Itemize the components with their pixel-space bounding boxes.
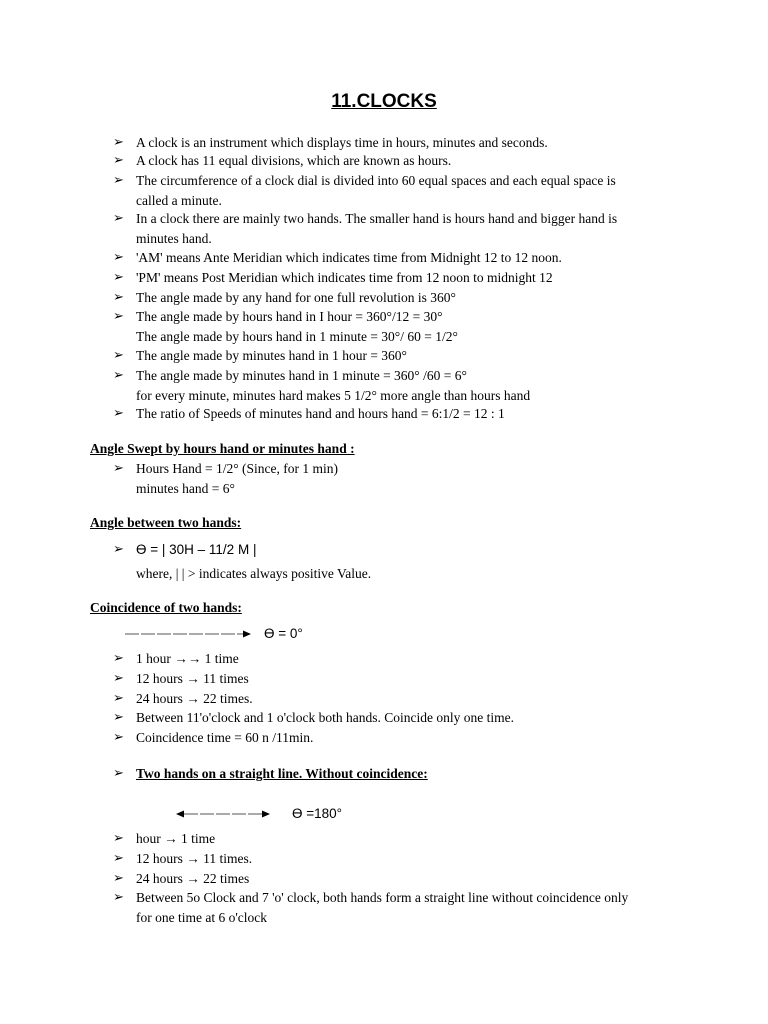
list-item <box>113 540 676 560</box>
page-title: 11.CLOCKS <box>331 91 437 112</box>
double-arrow-icon <box>176 809 272 819</box>
arrow-bullet-icon: ➢ <box>113 730 124 745</box>
arrow-bullet-icon: ➢ <box>113 135 124 150</box>
list-item: ➢ The angle made by minutes hand in 1 minute = 360° /60 = 6° for every minute, minutes hard makes 5 1/2° more angle than hours hand <box>113 368 531 403</box>
arrow-bullet-icon: ➢ <box>113 691 124 706</box>
list-item: ➢ The angle made by any hand for one full revolution is 360° <box>136 288 676 308</box>
list-item: ➢ 12 hours → 11 times <box>136 669 676 689</box>
arrow-bullet-icon: ➢ <box>113 406 124 421</box>
list-item: ➢ 24 hours → 22 times. <box>136 689 676 709</box>
list-item: ➢ 'PM' means Post Meridian which indicates time from 12 noon to midnight 12 <box>136 268 676 288</box>
arrow-bullet-icon: ➢ <box>113 153 124 168</box>
arrow-bullet-icon: ➢ <box>113 368 124 383</box>
list-item: ➢ 'AM' means Ante Meridian which indicates time from Midnight 12 to 12 noon. <box>136 248 676 268</box>
theta-180: ϴ =180° <box>292 806 343 821</box>
arrow-bullet-icon: ➢ <box>113 173 124 188</box>
list-item: ➢ Between 11'o'clock and 1 o'clock both hands. Coincide only one time. <box>136 708 676 728</box>
arrow-bullet-icon: ➢ <box>113 461 124 476</box>
list-item: ➢ hour → 1 time <box>136 829 676 849</box>
arrow-bullet-icon: ➢ <box>113 309 124 324</box>
section-heading-coincidence: Coincidence of two hands: <box>90 600 242 615</box>
arrow-bullet-icon: ➢ <box>113 766 124 781</box>
section-heading-angle-between: Angle between two hands: <box>90 515 242 530</box>
arrow-bullet-icon: ➢ <box>113 290 124 305</box>
arrow-bullet-icon: ➢ <box>113 890 124 905</box>
angle-formula: ϴ = | 30H – 11/2 M | <box>136 542 257 557</box>
list-item: ➢ Coincidence time = 60 n /11min. <box>136 728 676 748</box>
list-item <box>113 764 676 784</box>
theta-zero: ϴ = 0° <box>264 626 303 641</box>
list-item: ➢ 24 hours → 22 times <box>136 869 676 889</box>
list-item: ➢ 12 hours → 11 times. <box>136 849 676 869</box>
list-item: ➢ In a clock there are mainly two hands. The smaller hand is hours hand and bigger hand is minutes hand. <box>113 211 618 246</box>
list-item: ➢ A clock has 11 equal divisions, which are known as hours. <box>136 151 676 171</box>
where-note: where, | | > indicates always positive Value. <box>136 566 372 581</box>
list-item: ➢ 1 hour →→ 1 time <box>136 649 676 669</box>
section-heading-angle-swept: Angle Swept by hours hand or minutes hand : <box>90 441 355 456</box>
arrow-bullet-icon: ➢ <box>113 871 124 886</box>
arrow-bullet-icon: ➢ <box>113 851 124 866</box>
arrow-bullet-icon: ➢ <box>113 671 124 686</box>
list-item: ➢ Between 5o Clock and 7 'o' clock, both hands form a straight line without coincidence only for one time at 6 o'clock <box>113 890 629 925</box>
arrow-bullet-icon: ➢ <box>113 651 124 666</box>
arrow-bullet-icon: ➢ <box>113 831 124 846</box>
arrow-bullet-icon: ➢ <box>113 710 124 725</box>
arrow-bullet-icon: ➢ <box>113 270 124 285</box>
list-item: ➢ Hours Hand = 1/2° (Since, for 1 min) minutes hand = 6° <box>113 461 338 496</box>
list-item: ➢ The ratio of Speeds of minutes hand and hours hand = 6:1/2 = 12 : 1 <box>136 404 676 424</box>
list-item: ➢ The circumference of a clock dial is divided into 60 equal spaces and each equal space is called a minute. <box>113 173 616 208</box>
list-item: ➢ The angle made by minutes hand in 1 hour = 360° <box>136 346 676 366</box>
list-item: ➢ A clock is an instrument which displays time in hours, minutes and seconds. <box>136 133 676 153</box>
arrow-bullet-icon: ➢ <box>113 542 124 557</box>
section-heading-straight-line: Two hands on a straight line. Without coincidence: <box>136 766 428 781</box>
right-arrow-icon <box>125 629 253 639</box>
arrow-bullet-icon: ➢ <box>113 250 124 265</box>
arrow-bullet-icon: ➢ <box>113 211 124 226</box>
arrow-bullet-icon: ➢ <box>113 348 124 363</box>
list-item: ➢ The angle made by hours hand in I hour = 360°/12 = 30° The angle made by hours hand in 1 minute = 30°/ 60 = 1/2° <box>113 309 458 344</box>
